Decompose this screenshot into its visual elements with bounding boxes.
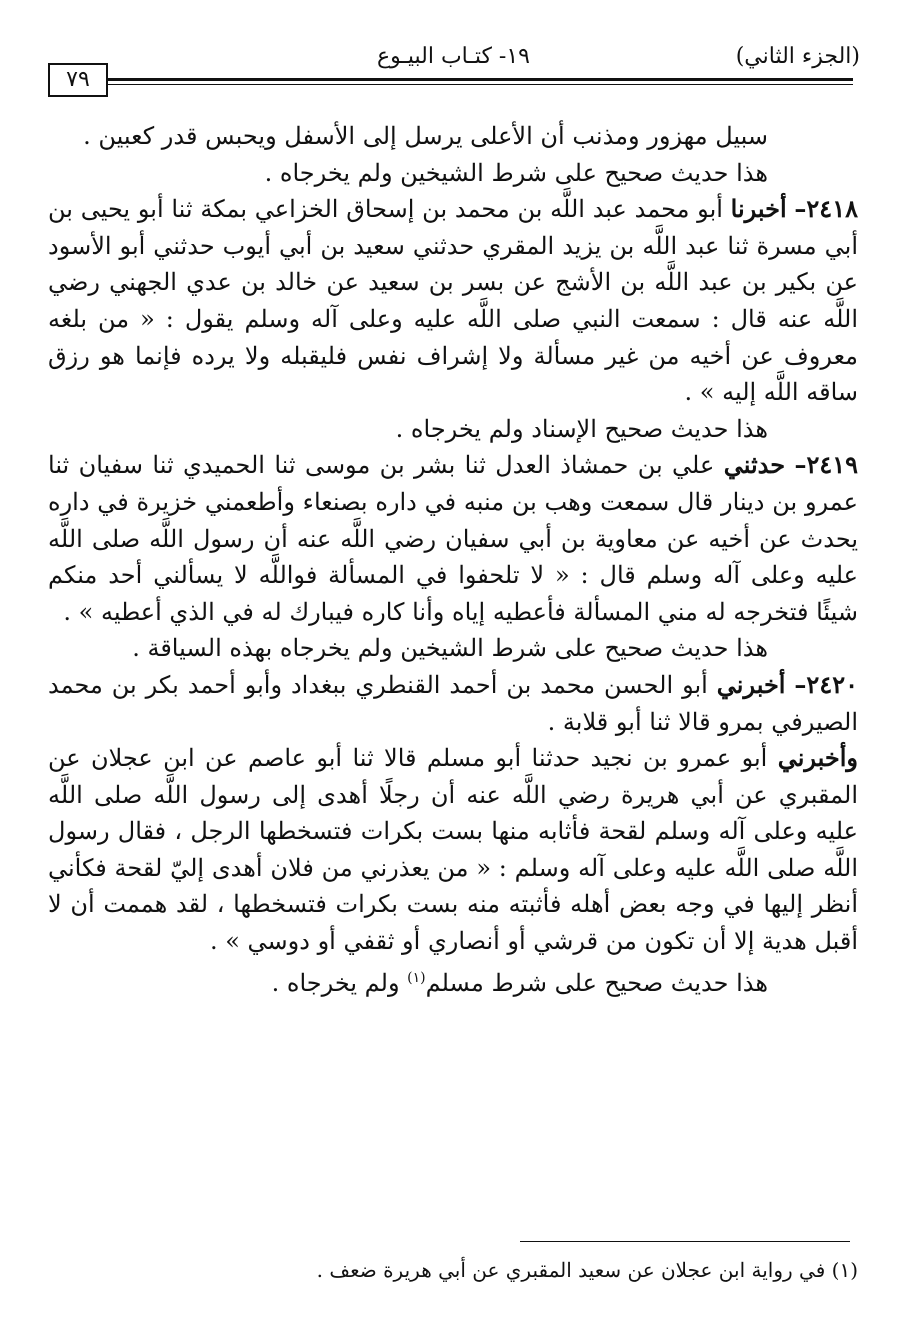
hadith-number: ٢٤١٨– (794, 194, 858, 224)
hadith-lead: أخبرنا (730, 194, 787, 224)
hadith-paragraph (48, 740, 858, 960)
footnote-ref: (١) (407, 969, 426, 986)
hadith-number: ٢٤٢٠– (794, 669, 858, 699)
header-rule-thick (108, 78, 853, 81)
paragraph: هذا حديث صحيح على شرط الشيخين ولم يخرجاه بهذه السياقة . (132, 634, 768, 663)
paragraph: هذا حديث صحيح على شرط الشيخين ولم يخرجاه . (264, 158, 768, 187)
footnote: (١) في رواية ابن عجلان عن سعيد المقبري عن أبي هريرة ضعف . (316, 1258, 858, 1282)
paragraph: هذا حديث صحيح على شرط مسلم$^{(١)}$ ولم يخرجاه . (271, 968, 768, 997)
hadith-paragraph (48, 447, 858, 630)
hadith-paragraph (48, 667, 858, 740)
footnote-rule (520, 1241, 850, 1242)
header-rule-thin (108, 84, 853, 85)
book-title: ١٩- كتـاب البيـوع (376, 44, 530, 69)
hadith-lead: أخبرني (716, 669, 786, 699)
hadith-number: ٢٤١٩– (794, 450, 858, 480)
paragraph: هذا حديث صحيح الإسناد ولم يخرجاه . (395, 414, 768, 443)
hadith-text: أبو عمرو بن نجيد حدثنا أبو مسلم قالا ثنا أبو عاصم عن ابن عجلان عن المقبري عن أبي هريرة رضي اللَّه عنه أن رجلًا أهدى إلى رسول اللَّه صلى اللَّه عليه وعلى آله وسلم لقحة فأثابه منها بست بكرات فتسخطها الرجل ، فقال رسول اللَّه صلى اللَّه عليه وعلى آله وسلم : « من يعذرني من فلان أهدى إليّ لقحة فكأني أنظر إليها في وجه بعض أهله فأثبته منه بست بكرات فتسخطها ، لقد هممت أن لا أقبل هدية إلا أن تكون من قرشي أو أنصاري أو ثقفي أو دوسي » . (48, 744, 858, 956)
page-number: ٧٩ (48, 63, 108, 97)
hadith-lead: وأخبرني (777, 743, 858, 773)
hadith-lead: حدثني (723, 450, 786, 480)
paragraph: سبيل مهزور ومذنب أن الأعلى يرسل إلى الأسفل ويحبس قدر كعبين . (83, 122, 768, 150)
hadith-paragraph (48, 191, 858, 411)
running-header (40, 44, 860, 74)
main-text (48, 118, 858, 1001)
hadith-text: أبو الحسن محمد بن أحمد القنطري ببغداد وأبو أحمد بكر بن محمد الصيرفي بمرو قالا ثنا أبو قلابة . (48, 670, 858, 736)
volume-label: (الجزء الثاني) (735, 44, 860, 69)
hadith-text: علي بن حمشاذ العدل ثنا بشر بن موسى ثنا الحميدي ثنا سفيان ثنا عمرو بن دينار قال سمعت وهب بن منبه في داره بصنعاء وأطعمني خزيرة في داره يحدث عن أخيه عن معاوية بن أبي سفيان رضي اللَّه عنه أن رسول اللَّه صلى اللَّه عليه وعلى آله وسلم قال : « لا تلحفوا في المسألة فواللَّه لا يسألني أحد منكم شيئًا فتخرجه له مني المسألة فأعطيه إياه وأنا كاره فيبارك له في الذي أعطيه » . (48, 451, 859, 626)
hadith-text: أبو محمد عبد اللَّه بن محمد بن إسحاق الخزاعي بمكة ثنا أبو يحيى بن أبي مسرة ثنا عبد اللَّه بن يزيد المقري حدثني سعيد بن أبي أيوب حدثني أبو الأسود عن بكير بن عبد اللَّه بن الأشج عن بسر بن سعيد عن خالد بن عدي الجهني رضي اللَّه عنه قال : سمعت النبي صلى اللَّه عليه وعلى آله وسلم يقول : « من بلغه معروف عن أخيه من غير مسألة ولا إشراف نفس فليقبله ولا يرده فإنما هو رزق ساقه اللَّه إليه » . (48, 195, 859, 407)
